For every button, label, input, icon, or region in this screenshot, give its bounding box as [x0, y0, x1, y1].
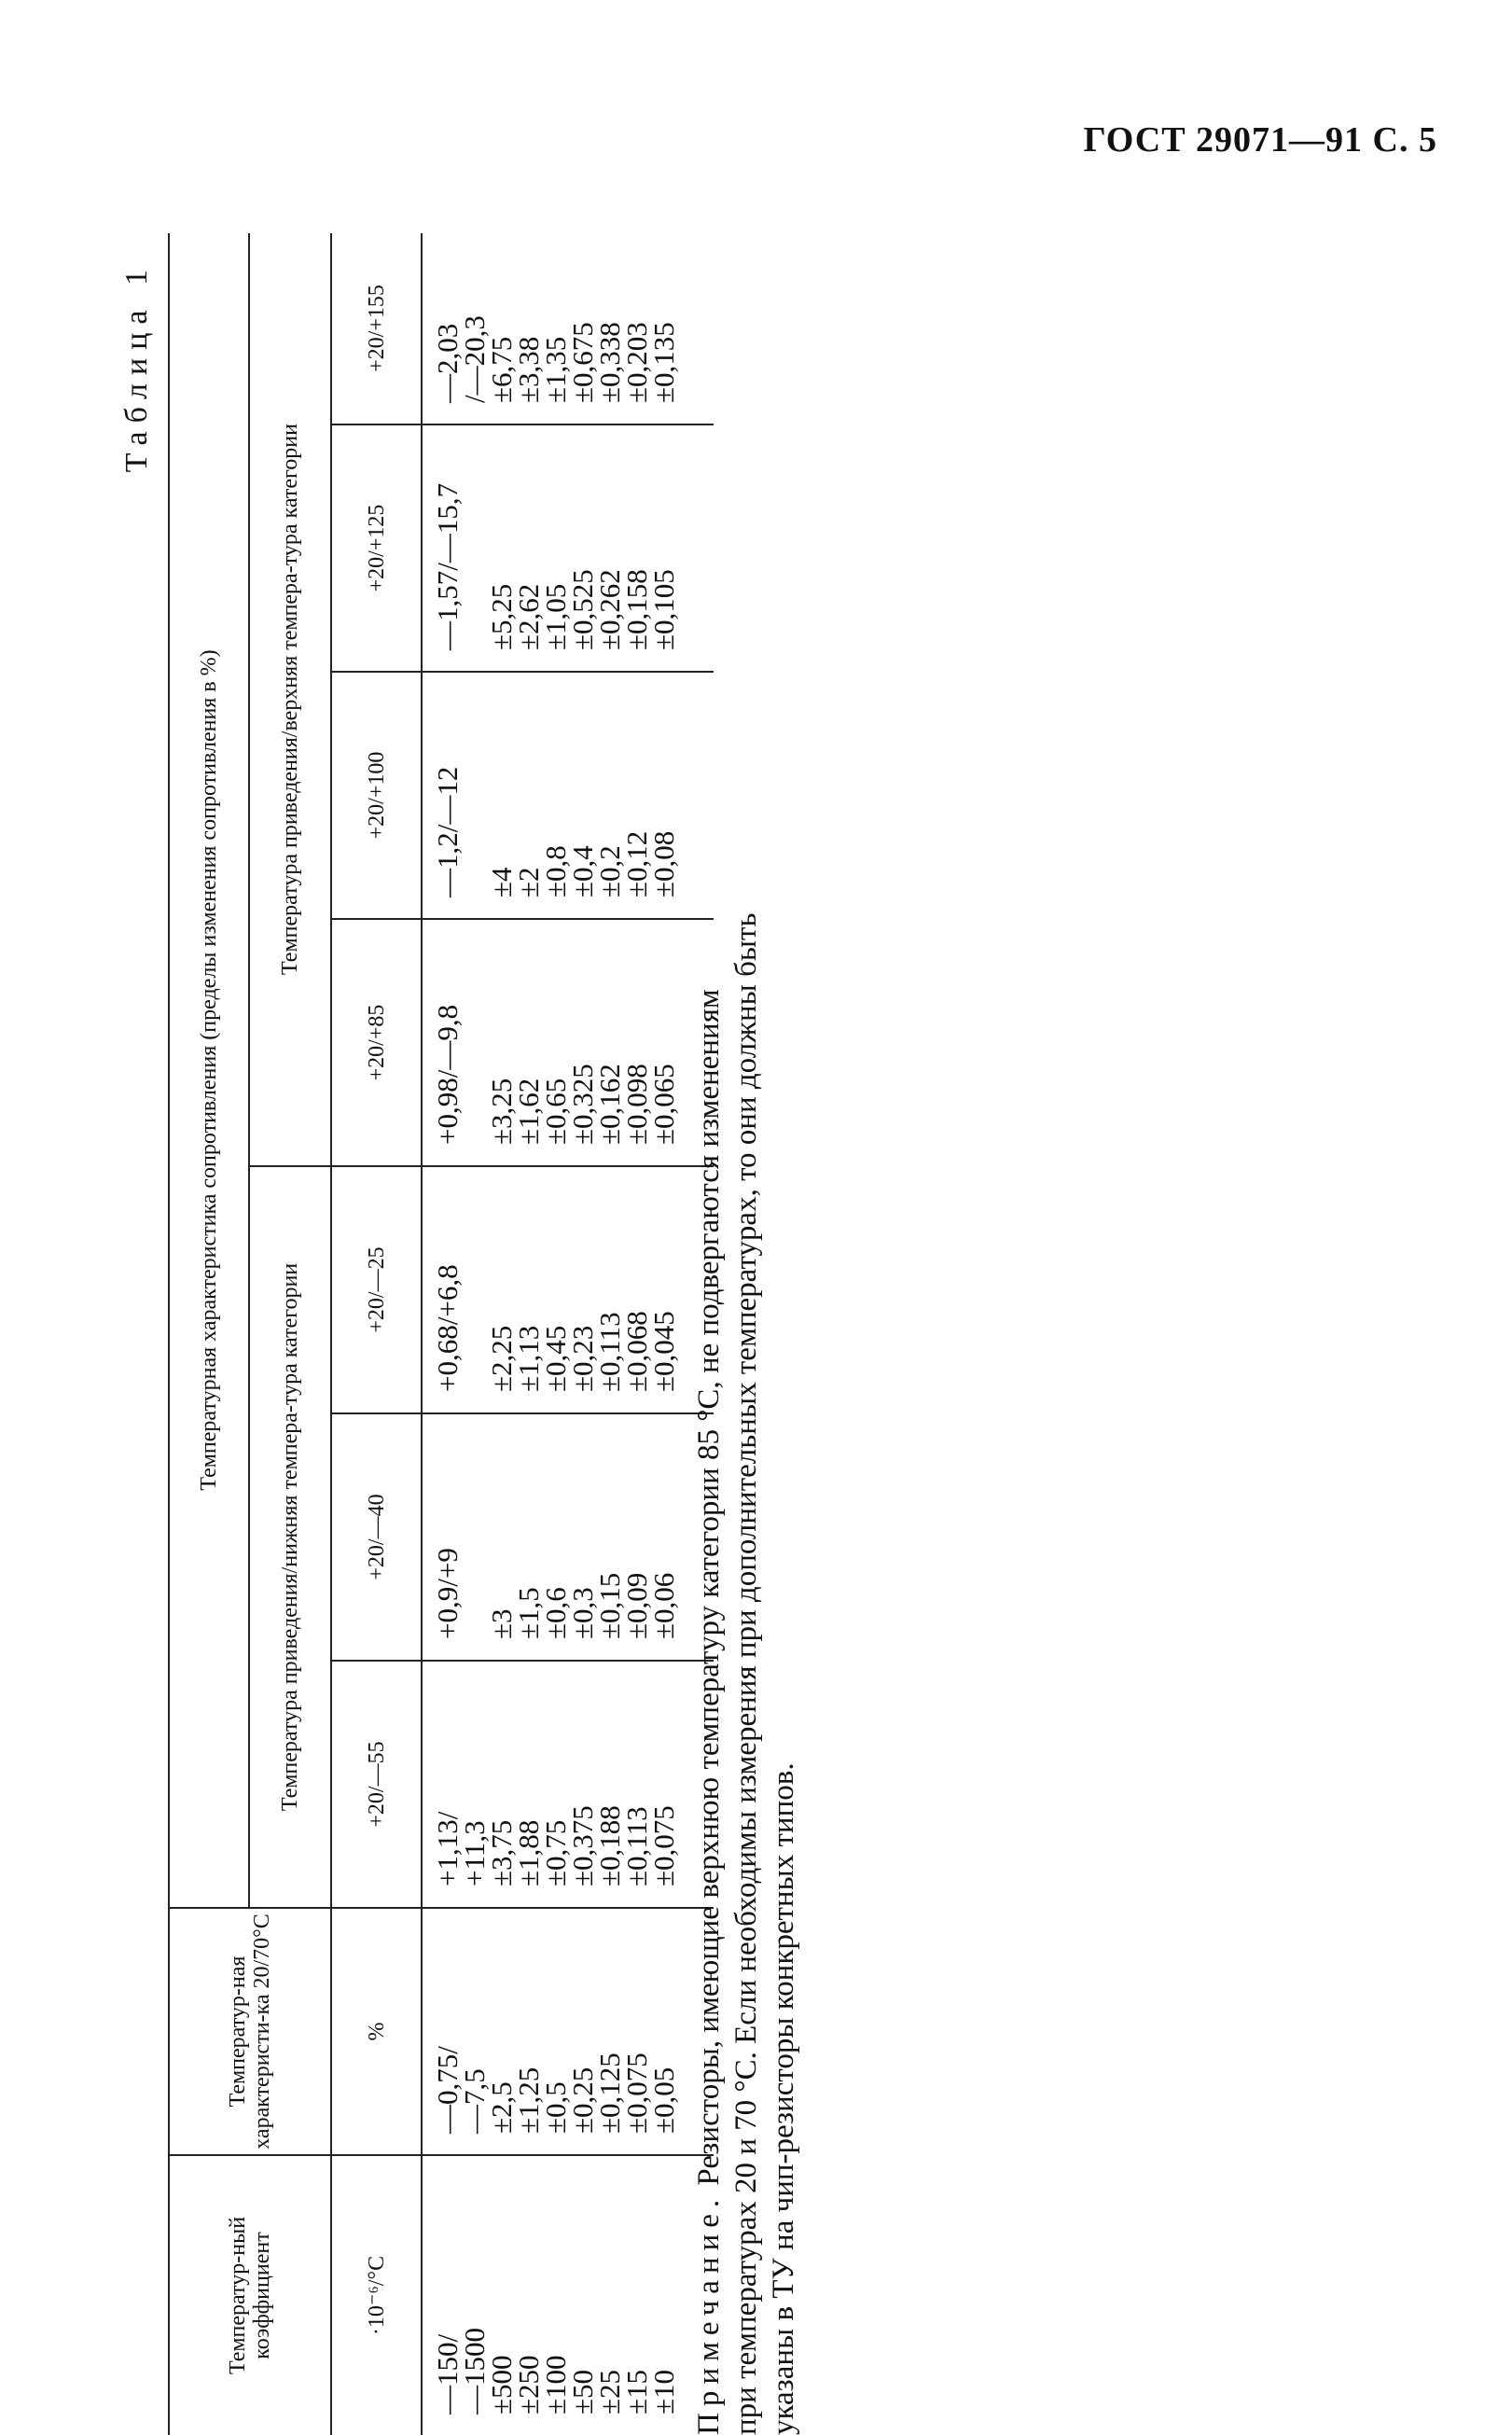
note-text-1: Резисторы, имеющие верхнюю температуру категории 85 °С, не подвергаются изменениям: [692, 989, 726, 2186]
cell-value: ±0,06: [647, 1572, 680, 1639]
upper-temp-header: Температура приведения/верхняя темпера-тура категории: [249, 233, 331, 1166]
cell-value: ±0,2: [593, 845, 626, 897]
col-p100-header: +20/+100: [331, 672, 422, 919]
col-p155-header: +20/+155: [331, 233, 422, 424]
tx-column-header: Температур-ная характеристи-ка 20/70°C: [169, 1908, 331, 2155]
cell-value: —150/: [431, 2333, 464, 2414]
tk-unit: ·10⁻⁶/°C: [331, 2155, 422, 2435]
cell-value: ±0,08: [647, 830, 680, 897]
p125-cell: [422, 424, 714, 672]
cell-value: —2,03: [431, 323, 464, 403]
group-header: Температурная характеристика сопротивления (пределы изменения сопротивления в %): [169, 233, 249, 1908]
cell-value: +0,68/+6,8: [431, 1264, 464, 1392]
cell-value: ±0,3: [566, 1587, 599, 1639]
cell-value: ±0,125: [593, 2052, 626, 2134]
cell-value: ±1,13: [512, 1325, 545, 1392]
table-note: [690, 327, 802, 2435]
cell-value: ±0,068: [620, 1311, 653, 1392]
m40-cell: [422, 1413, 714, 1661]
cell-value: ±0,325: [566, 1064, 599, 1145]
cell-value: —1500: [458, 2328, 491, 2414]
cell-value: /—20,3: [458, 315, 491, 403]
col-m25-header: +20/—25: [331, 1166, 422, 1413]
cell-value: ±0,135: [647, 322, 680, 403]
cell-value: ±5,25: [485, 583, 518, 650]
col-m55-header: +20/—55: [331, 1661, 422, 1908]
tk-column-header: Температур-ный коэффициент: [169, 2155, 331, 2435]
cell-value: ±0,8: [539, 845, 572, 897]
cell-value: ±15: [620, 2369, 653, 2414]
cell-value: ±0,113: [620, 1806, 653, 1886]
cell-value: ±0,525: [566, 569, 599, 650]
cell-value: ±1,25: [512, 2066, 545, 2134]
cell-value: ±2,5: [485, 2081, 518, 2134]
cell-value: —7,5: [458, 2068, 491, 2134]
cell-value: ±3: [485, 1608, 518, 1639]
p155-cell: [422, 233, 714, 424]
cell-value: ±2,62: [512, 583, 545, 650]
cell-value: —1,57/—15,7: [431, 482, 464, 650]
note-text-3: указаны в ТУ на чип-резисторы конкретных типов.: [767, 1762, 800, 2435]
col-p125-header: +20/+125: [331, 424, 422, 672]
cell-value: ±250: [512, 2355, 545, 2414]
cell-value: ±0,075: [647, 1805, 680, 1886]
cell-value: ±0,12: [620, 830, 653, 897]
cell-value: ±0,4: [566, 845, 599, 897]
cell-value: ±50: [566, 2369, 599, 2414]
cell-value: ±0,162: [593, 1064, 626, 1145]
cell-value: [461, 1414, 488, 1639]
cell-value: ±0,45: [539, 1325, 572, 1392]
tk-cell: [422, 2155, 714, 2435]
cell-value: [461, 920, 488, 1145]
resistance-table: [168, 233, 714, 2435]
cell-value: ±3,38: [512, 336, 545, 403]
cell-value: ±0,75: [539, 1819, 572, 1886]
cell-value: [461, 425, 488, 650]
col-m40-header: +20/—40: [331, 1413, 422, 1661]
note-text-2: при температурах 20 и 70 °С. Если необходимы измерения при дополнительных температурах, то они должны быть: [729, 912, 763, 2435]
cell-value: ±0,105: [647, 569, 680, 650]
cell-value: +11,3: [458, 1820, 491, 1886]
m25-cell: [422, 1166, 714, 1413]
cell-value: ±2,25: [485, 1325, 518, 1392]
cell-value: ±25: [593, 2369, 626, 2414]
cell-value: —1,2/—12: [431, 766, 464, 897]
cell-value: ±500: [485, 2355, 518, 2414]
cell-value: ±1,62: [512, 1078, 545, 1145]
cell-value: ±10: [647, 2369, 680, 2414]
cell-value: ±0,15: [593, 1572, 626, 1639]
page-header: ГОСТ 29071—91 С. 5: [1083, 120, 1437, 160]
cell-value: ±1,05: [539, 583, 572, 650]
table-caption: Таблица 1: [119, 261, 154, 473]
cell-value: ±3,75: [485, 1819, 518, 1886]
cell-value: ±0,065: [647, 1064, 680, 1145]
cell-value: ±4: [485, 867, 518, 897]
rotated-page-content: [119, 233, 1101, 2435]
cell-value: +0,98/—9,8: [431, 1004, 464, 1145]
cell-value: [461, 1167, 488, 1392]
cell-value: ±0,25: [566, 2066, 599, 2134]
cell-value: ±0,6: [539, 1587, 572, 1639]
cell-value: ±0,203: [620, 322, 653, 403]
cell-value: ±0,338: [593, 322, 626, 403]
cell-value: ±0,675: [566, 322, 599, 403]
cell-value: ±1,35: [539, 336, 572, 403]
cell-value: ±0,188: [593, 1805, 626, 1886]
p85-cell: [422, 919, 714, 1166]
cell-value: ±0,045: [647, 1311, 680, 1392]
cell-value: ±1,88: [512, 1819, 545, 1886]
cell-value: ±6,75: [485, 336, 518, 403]
col-p85-header: +20/+85: [331, 919, 422, 1166]
note-label: Примечание.: [692, 2192, 726, 2435]
tx-unit: %: [331, 1908, 422, 2155]
cell-value: ±0,098: [620, 1064, 653, 1145]
cell-value: ±0,05: [647, 2066, 680, 2134]
cell-value: +0,9/+9: [431, 1548, 464, 1639]
lower-temp-header: Температура приведения/нижняя темпера-тура категории: [249, 1166, 331, 1908]
cell-value: +1,13/: [431, 1811, 464, 1886]
cell-value: ±0,113: [593, 1312, 626, 1392]
cell-value: —0,75/: [431, 2046, 464, 2134]
cell-value: ±0,09: [620, 1572, 653, 1639]
cell-value: ±0,5: [539, 2081, 572, 2134]
cell-value: ±0,65: [539, 1078, 572, 1145]
m55-cell: [422, 1661, 714, 1908]
cell-value: ±0,262: [593, 569, 626, 650]
cell-value: ±0,075: [620, 2052, 653, 2134]
cell-value: ±0,158: [620, 569, 653, 650]
cell-value: ±100: [539, 2355, 572, 2414]
cell-value: ±1,5: [512, 1587, 545, 1639]
cell-value: [461, 673, 488, 897]
cell-value: ±0,375: [566, 1805, 599, 1886]
cell-value: ±2: [512, 867, 545, 897]
cell-value: ±3,25: [485, 1078, 518, 1145]
cell-value: ±0,23: [566, 1325, 599, 1392]
table-row: [422, 233, 714, 2435]
p100-cell: [422, 672, 714, 919]
tx-cell: [422, 1908, 714, 2155]
